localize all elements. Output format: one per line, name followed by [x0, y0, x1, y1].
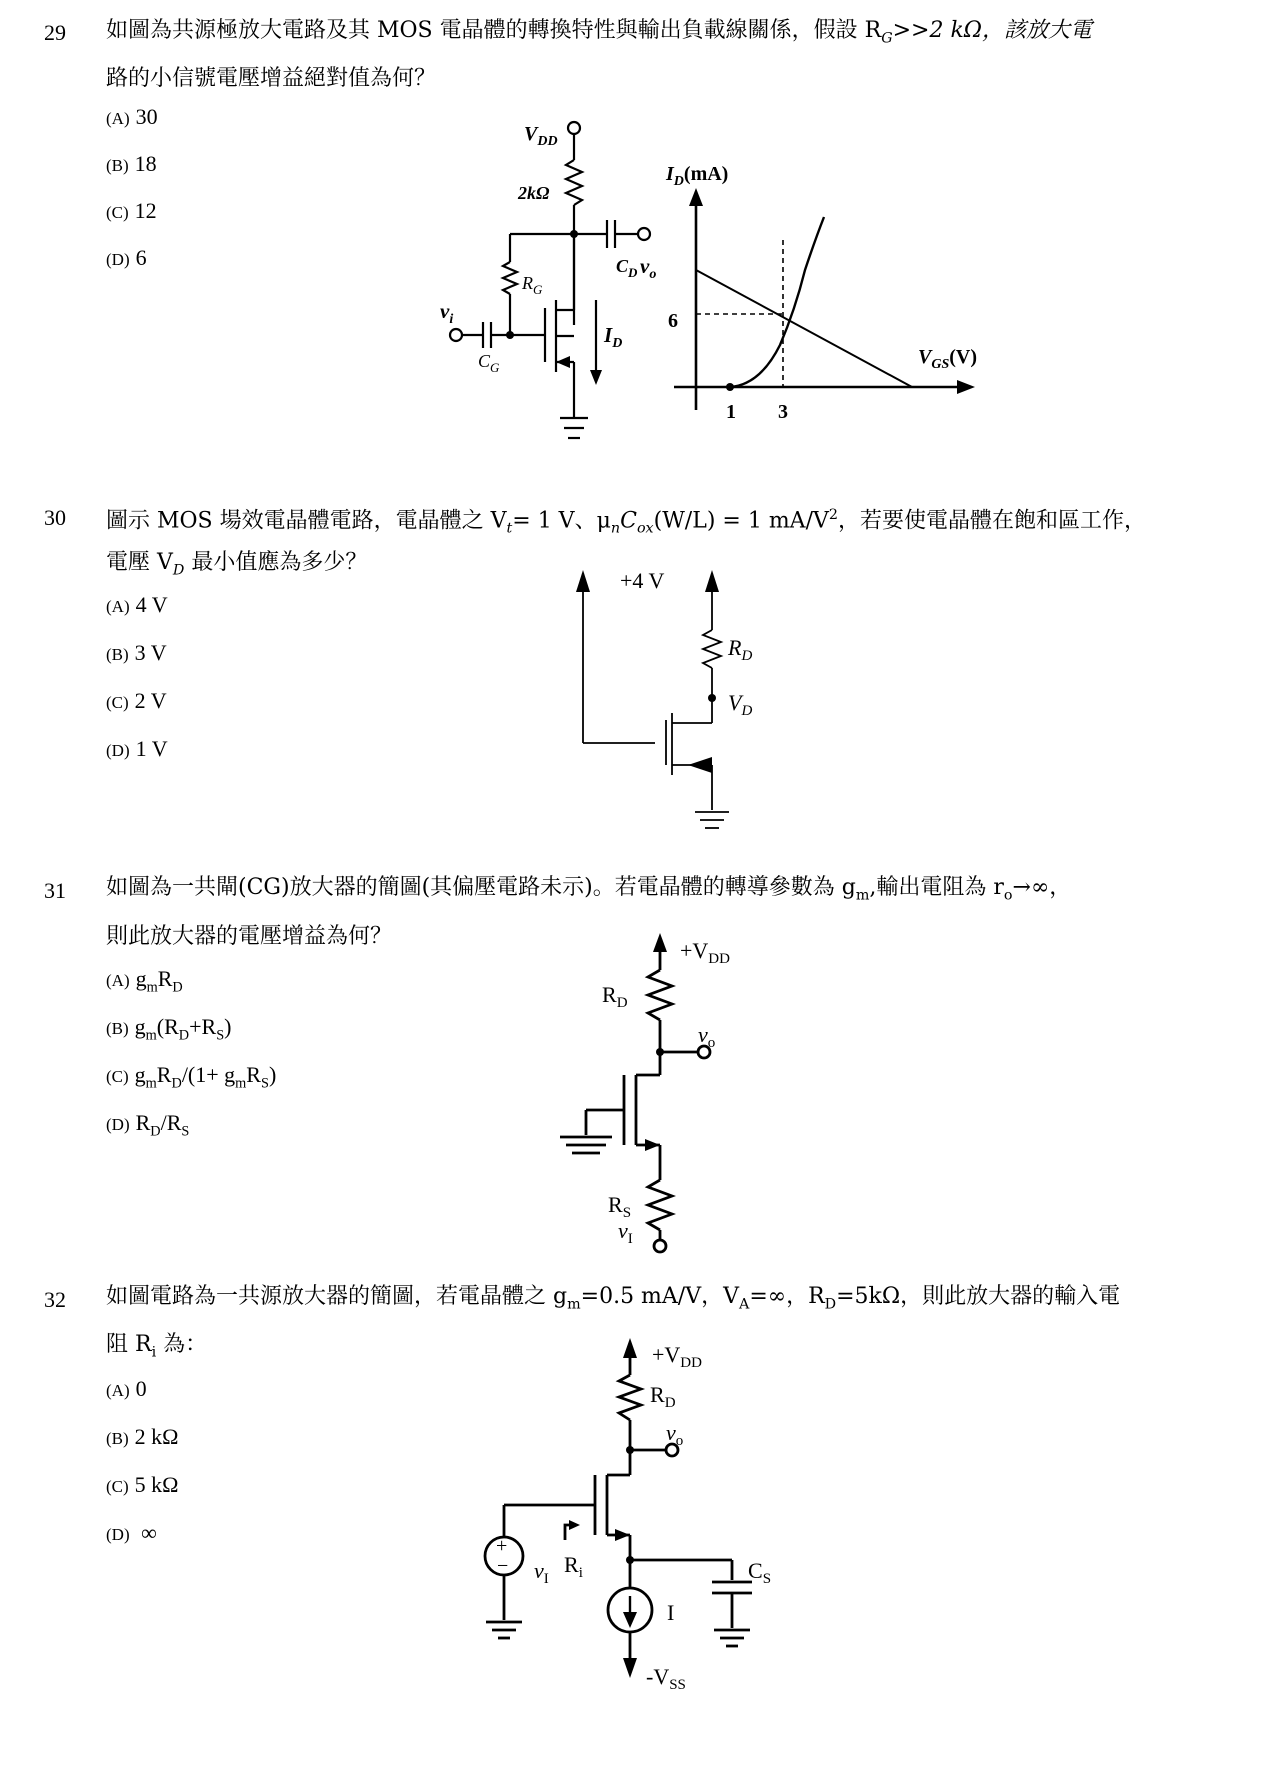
- question-text-line2: 阻 $R_i$ 為：: [106, 1332, 208, 1361]
- question-text-line2: 則此放大器的電壓增益為何？: [106, 924, 393, 949]
- label-cd: $C_D$: [616, 256, 638, 280]
- label-rd: $R_D$: [728, 635, 753, 664]
- label-cs: $C_S$: [748, 1558, 772, 1587]
- option-c[interactable]: (C) 5 kΩ: [106, 1472, 179, 1497]
- tick-y-6: 6: [668, 310, 678, 332]
- label-vi: $v_I$: [534, 1558, 549, 1587]
- graph-y-label: $I_D(mA)$: [666, 163, 729, 189]
- label-ri: $R_i$: [564, 1552, 583, 1581]
- option-d[interactable]: (D) 6: [106, 245, 147, 270]
- graph-x-label: $V_{GS}(V)$: [918, 346, 978, 372]
- label-supply: +4 V: [620, 568, 665, 593]
- label-rd: $R_D$: [650, 1382, 676, 1411]
- question-text-line1: 如圖電路為一共源放大器的簡圖，若電晶體之 $g_m=0.5$ mA/V，$V_A=\infty$，$R_D=5k\Omega$，則此放大器的輸入電: [106, 1284, 1121, 1313]
- label-vo: $v_o$: [640, 254, 657, 282]
- option-a[interactable]: (A) $g_mR_D$: [106, 966, 183, 996]
- label-vdd: $V_{DD}$: [524, 123, 558, 149]
- question-text-line2: 路的小信號電壓增益絕對值為何？: [106, 66, 437, 91]
- label-vdd: $+V_{DD}$: [652, 1342, 702, 1371]
- label-vss: $-V_{SS}$: [646, 1664, 686, 1693]
- question-text-line1: 圖示 MOS 場效電晶體電路，電晶體之 $V_t= 1$ V、$\mu_nC_{ox}(W/L) = 1$ $mA/V^2$，若要使電晶體在飽和區工作，: [106, 507, 1146, 537]
- option-a[interactable]: (A) 30: [106, 104, 158, 129]
- label-vi: $v_i$: [440, 299, 454, 327]
- question-text-line1: 如圖為共源極放大電路及其 MOS 電晶體的轉換特性與輸出負載線關係，假設 $R_G>>2$ kΩ，該放大電: [106, 18, 1093, 47]
- label-2k-resistor: 2kΩ: [518, 183, 550, 203]
- question-text-line1: 如圖為一共閘(CG)放大器的簡圖(其偏壓電路未示)。若電晶體的轉導參數為 $g_m$,輸出電阻為 $r_o\to\infty$，: [106, 875, 1072, 904]
- label-id: $I_D$: [604, 323, 623, 351]
- option-c[interactable]: (C) $g_mR_D/(1+ g_mR_S)$: [106, 1062, 277, 1092]
- option-d[interactable]: (D) $R_D/R_S$: [106, 1110, 190, 1140]
- question-number: 31: [44, 878, 66, 903]
- label-vi: $v_I$: [618, 1218, 633, 1247]
- label-vdd: $+V_{DD}$: [680, 938, 730, 967]
- label-rg: $R_G$: [522, 273, 543, 297]
- label-cg: $C_G$: [478, 351, 500, 375]
- option-c[interactable]: (C) 2 V: [106, 688, 167, 713]
- tick-x-1: 1: [726, 401, 736, 423]
- option-b[interactable]: (B) 18: [106, 151, 157, 176]
- question-number: 30: [44, 505, 66, 530]
- question-number: 32: [44, 1287, 66, 1312]
- label-vo: $v_o$: [698, 1022, 716, 1051]
- option-b[interactable]: (B) $g_m(R_D+R_S)$: [106, 1014, 232, 1044]
- question-text-line2: 電壓 $V_D$ 最小值應為多少？: [106, 550, 368, 579]
- option-d[interactable]: (D) ∞: [106, 1520, 157, 1545]
- source-plus: +: [496, 1535, 508, 1557]
- question-number: 29: [44, 20, 66, 45]
- option-b[interactable]: (B) 3 V: [106, 640, 167, 665]
- source-minus: −: [497, 1555, 509, 1577]
- label-rd: $R_D$: [602, 982, 628, 1011]
- tick-x-3: 3: [778, 401, 788, 423]
- label-rs: $R_S$: [608, 1192, 632, 1221]
- label-current-source: I: [667, 1600, 675, 1625]
- option-a[interactable]: (A) 0: [106, 1376, 147, 1401]
- option-d[interactable]: (D) 1 V: [106, 736, 168, 761]
- label-vo: $v_o$: [666, 1420, 684, 1449]
- label-vd: $V_D$: [728, 690, 753, 719]
- option-c[interactable]: (C) 12: [106, 198, 157, 223]
- option-a[interactable]: (A) 4 V: [106, 592, 168, 617]
- option-b[interactable]: (B) 2 kΩ: [106, 1424, 179, 1449]
